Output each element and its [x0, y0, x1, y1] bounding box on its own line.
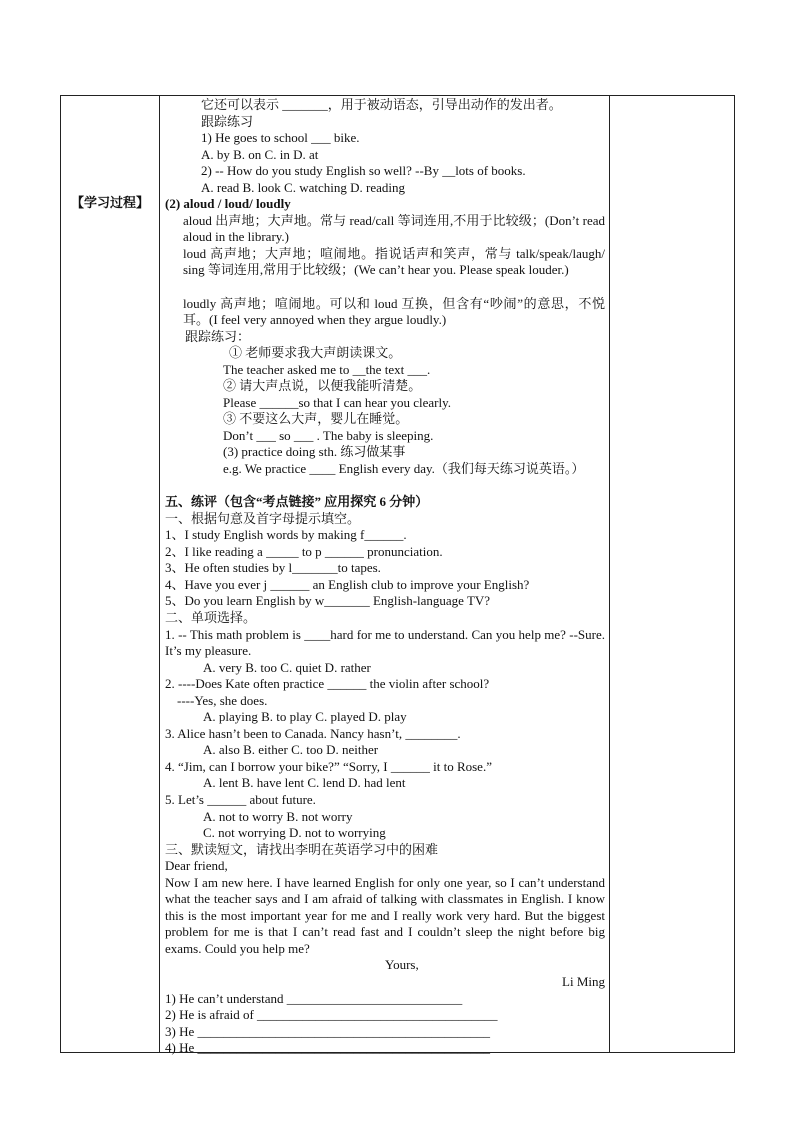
text-line: aloud 出声地；大声地。常与 read/call 等词连用,不用于比较级；(Don’t read aloud in the library.) — [183, 212, 605, 245]
text-line: e.g. We practice ____ English every day.（我们每天练习说英语。） — [223, 461, 585, 477]
text-line: 一、根据句意及首字母提示填空。 — [165, 510, 361, 526]
text-line: 3、He often studies by l_______to tapes. — [165, 560, 381, 576]
text-line: 三、默读短文，请找出李明在英语学习中的困难 — [165, 841, 439, 857]
text-line: 二、单项选择。 — [165, 609, 257, 625]
text-line: loud 高声地；大声地；喧闹地。指说话声和笑声，常与 talk/speak/laugh/ sing 等词连用,常用于比较级；(We can’t hear you. Please speak louder.) — [183, 245, 605, 278]
text-line: ① 老师要求我大声朗读课文。 — [229, 345, 402, 361]
content-cell — [165, 97, 605, 1057]
text-line: 4. “Jim, can I borrow your bike?” “Sorry, I ______ it to Rose.” — [165, 758, 492, 774]
text-line: ③ 不要这么大声，婴儿在睡觉。 — [223, 411, 409, 427]
text-line: 4) He _____________________________________________ — [165, 1040, 490, 1056]
text-line: Li Ming — [562, 974, 605, 989]
text-line: A. not to worry B. not worry — [203, 808, 353, 824]
text-line: 跟踪练习： — [185, 328, 251, 344]
text-line: 5、Do you learn English by w_______ English-language TV? — [165, 593, 491, 609]
text-line: The teacher asked me to __the text ___. — [223, 361, 431, 377]
text-line: A. playing B. to play C. played D. play — [203, 709, 407, 725]
text-line: 4、Have you ever j ______ an English club to improve your English? — [165, 576, 530, 592]
text-line: A. lent B. have lent C. lend D. had lent — [203, 775, 406, 791]
text-line: A. by B. on C. in D. at — [201, 146, 319, 162]
text-line: A. also B. either C. too D. neither — [203, 742, 379, 758]
text-line: C. not worrying D. not to worrying — [203, 825, 386, 841]
text-line: 2、I like reading a _____ to p ______ pronunciation. — [165, 543, 443, 559]
text-line: loudly 高声地；喧闹地。可以和 loud 互换，但含有“吵闹”的意思，不悦耳。(I feel very annoyed when they argue loudly.) — [183, 295, 605, 328]
text-line: 五、练评（包含“考点链接” 应用探究 6 分钟） — [165, 494, 429, 510]
text-line: 1) He goes to school ___ bike. — [201, 130, 360, 146]
text-line: 3) He _____________________________________________ — [165, 1023, 490, 1039]
column-divider-right — [609, 96, 610, 1052]
text-line: Please ______so that I can hear you clearly. — [223, 394, 452, 410]
text-line: ② 请大声点说，以便我能听清楚。 — [223, 378, 422, 394]
text-line: 1. -- This math problem is ____hard for me to understand. Can you help me? --Sure. It’s my pleasure. — [165, 626, 605, 659]
text-line: 3. Alice hasn’t been to Canada. Nancy hasn’t, ________. — [165, 725, 461, 741]
lesson-table — [60, 95, 735, 1056]
text-line: 2) He is afraid of _____________________________________ — [165, 1007, 498, 1023]
text-line: (2) aloud / loud/ loudly — [165, 196, 291, 212]
column-divider-left — [159, 96, 160, 1052]
text-line: Yours, — [385, 957, 419, 973]
text-line: A. read B. look C. watching D. reading — [201, 179, 405, 195]
text-line: A. very B. too C. quiet D. rather — [203, 659, 371, 675]
text-line: 1) He can’t understand ___________________________ — [165, 990, 463, 1006]
text-line: 跟踪练习 — [201, 113, 254, 129]
side-label: 【学习过程】 — [71, 196, 150, 211]
text-line: 1、I study English words by making f______. — [165, 527, 407, 543]
text-line: 5. Let’s ______ about future. — [165, 791, 316, 807]
text-line: Now I am new here. I have learned English for only one year, so I can’t understand what the teacher says and I am afraid of talking with classmates in English. I know this is the most important year for me and I really work very hard. But the biggest problem for me is that I can’t read fast and I couldn’t sleep the night before big exams. Could you help me? — [165, 874, 605, 956]
text-line: Don’t ___ so ___ . The baby is sleeping. — [223, 427, 434, 443]
text-line: 它还可以表示 _______，用于被动语态，引导出动作的发出者。 — [201, 97, 562, 112]
text-line: 2. ----Does Kate often practice ______ the violin after school? — [165, 676, 490, 692]
text-line: Dear friend, — [165, 858, 228, 874]
text-line: (3) practice doing sth. 练习做某事 — [223, 444, 406, 460]
text-line: 2) -- How do you study English so well? --By __lots of books. — [201, 163, 526, 179]
text-line: ----Yes, she does. — [177, 692, 268, 708]
